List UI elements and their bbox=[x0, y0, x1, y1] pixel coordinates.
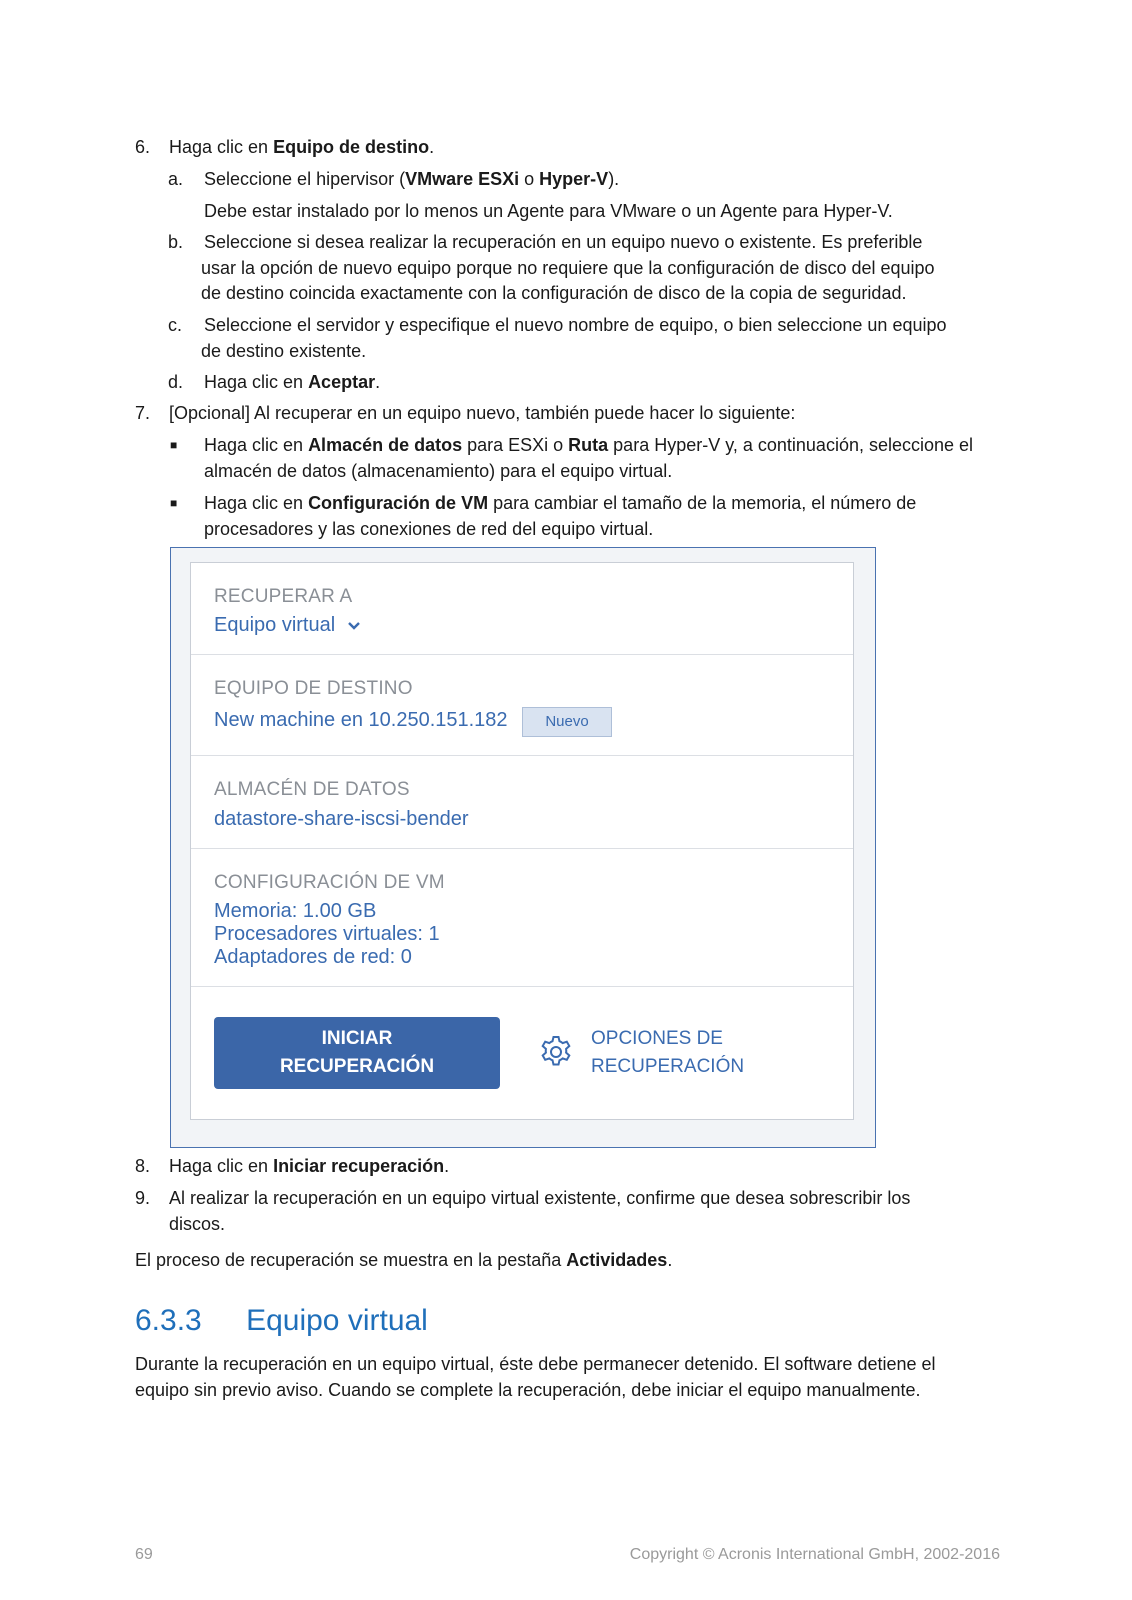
vm-config-label: CONFIGURACIÓN DE VM bbox=[214, 872, 445, 893]
datastore-section[interactable] bbox=[191, 756, 853, 849]
substep-b-line3: de destino coincida exactamente con la configuración de disco de la copia de seguridad. bbox=[201, 283, 907, 303]
recover-to-section[interactable] bbox=[191, 563, 853, 655]
page-number: 69 bbox=[135, 1546, 153, 1563]
section-number: 6.3.3 bbox=[135, 1304, 202, 1337]
vm-cpus[interactable]: Procesadores virtuales: 1 bbox=[214, 923, 440, 945]
bullet-icon: ■ bbox=[170, 438, 178, 452]
substep-b-line1: Seleccione si desea realizar la recuperación en un equipo nuevo o existente. Es preferible bbox=[204, 232, 923, 252]
bullet-1-line2: almacén de datos (almacenamiento) para el equipo virtual. bbox=[204, 461, 673, 481]
copyright: Copyright © Acronis International GmbH, 2002-2016 bbox=[629, 1546, 1000, 1563]
start-recovery-button[interactable]: INICIAR RECUPERACIÓN bbox=[214, 1017, 500, 1089]
target-machine-value[interactable]: New machine en 10.250.151.182 bbox=[214, 709, 508, 731]
step-8-number: 8. bbox=[135, 1156, 151, 1176]
substep-a-note: Debe estar instalado por lo menos un Agente para VMware o un Agente para Hyper-V. bbox=[204, 201, 893, 221]
bullet-icon: ■ bbox=[170, 496, 178, 510]
recover-to-label: RECUPERAR A bbox=[214, 586, 353, 607]
section-heading bbox=[135, 1304, 428, 1338]
substep-a-letter: a. bbox=[168, 169, 184, 189]
recovery-options-link[interactable]: OPCIONES DE RECUPERACIÓN bbox=[591, 1028, 745, 1077]
vm-memory[interactable]: Memoria: 1.00 GB bbox=[214, 900, 377, 922]
vm-nics[interactable]: Adaptadores de red: 0 bbox=[214, 946, 412, 968]
step-7-text: [Opcional] Al recuperar en un equipo nuevo, también puede hacer lo siguiente: bbox=[169, 403, 796, 423]
recover-to-dropdown[interactable]: Equipo virtual bbox=[214, 614, 361, 637]
chevron-down-icon bbox=[347, 621, 361, 631]
substep-d-text: Haga clic en Aceptar. bbox=[204, 372, 381, 392]
step-8-text: Haga clic en Iniciar recuperación. bbox=[169, 1156, 450, 1176]
section-title: Equipo virtual bbox=[246, 1304, 428, 1337]
step-7-number: 7. bbox=[135, 403, 151, 423]
target-machine-label: EQUIPO DE DESTINO bbox=[214, 678, 413, 699]
step-6-text: Haga clic en Equipo de destino. bbox=[169, 137, 435, 157]
activities-note: El proceso de recuperación se muestra en la pestaña Actividades. bbox=[135, 1250, 673, 1270]
new-badge: Nuevo bbox=[522, 707, 612, 737]
bullet-1-line1: Haga clic en Almacén de datos para ESXi o Ruta para Hyper-V y, a continuación, seleccione el bbox=[204, 435, 974, 455]
bullet-2-line1: Haga clic en Configuración de VM para cambiar el tamaño de la memoria, el número de bbox=[204, 493, 917, 513]
substep-c-line1: Seleccione el servidor y especifique el nuevo nombre de equipo, o bien seleccione un equipo bbox=[204, 315, 947, 335]
substep-c-letter: c. bbox=[168, 315, 183, 335]
step-9-line2: discos. bbox=[169, 1214, 226, 1234]
bullet-2-line2: procesadores y las conexiones de red del equipo virtual. bbox=[204, 519, 654, 539]
datastore-label: ALMACÉN DE DATOS bbox=[214, 779, 410, 800]
datastore-value[interactable]: datastore-share-iscsi-bender bbox=[214, 808, 469, 830]
substep-d-letter: d. bbox=[168, 372, 184, 392]
step-9-line1: Al realizar la recuperación en un equipo virtual existente, confirme que desea sobrescribir los bbox=[169, 1188, 911, 1208]
substep-c-line2: de destino existente. bbox=[201, 341, 367, 361]
section-paragraph-line2: equipo sin previo aviso. Cuando se complete la recuperación, debe iniciar el equipo manualmente. bbox=[135, 1380, 921, 1400]
section-paragraph-line1: Durante la recuperación en un equipo virtual, éste debe permanecer detenido. El software detiene el bbox=[135, 1354, 936, 1374]
substep-a-text: Seleccione el hipervisor (VMware ESXi o Hyper-V). bbox=[204, 169, 620, 189]
substep-b-letter: b. bbox=[168, 232, 184, 252]
step-6: 6. bbox=[135, 137, 151, 157]
gear-icon[interactable] bbox=[538, 1034, 574, 1070]
target-machine-section[interactable] bbox=[191, 655, 853, 756]
step-9-number: 9. bbox=[135, 1188, 151, 1208]
substep-b-line2: usar la opción de nuevo equipo porque no requiere que la configuración de disco del equipo bbox=[201, 258, 935, 278]
